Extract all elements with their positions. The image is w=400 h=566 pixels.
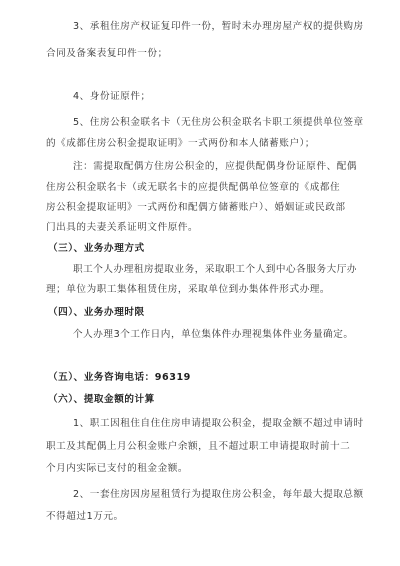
section-heading-6: （六）、提取金额的计算 [48,394,155,405]
text-line: 4、身份证原件； [73,91,151,102]
text-line: 合同及备案表复印件一份； [46,48,168,59]
note-line: 房公积金提取证明》一式两份和配偶方储蓄账户）、婚姻证或民政部 [46,202,346,213]
text-line: 理；单位为职工集体租赁住房，采取单位到办集体件形式办理。 [46,284,331,295]
note-line: 住房公积金联名卡（或无联名卡的应提供配偶单位签章的《成都住 [46,182,341,193]
text-line: 2、一套住房因房屋租赁行为提取住房公积金，每年最大提取总额 [73,489,364,500]
note-line: 注：需提取配偶方住房公积金的，应提供配偶身份证原件、配偶 [73,161,358,172]
text-line: 5、住房公积金联名卡（无住房公积金联名卡职工须提供单位签章 [73,117,364,128]
text-line: 个月内实际已支付的租金金额。 [46,463,189,474]
note-line: 门出具的夫妻关系证明文件原件。 [46,222,199,233]
text-line: 1、职工因租住自住住房申请提取公积金，提取金额不超过申请时 [73,418,364,429]
section-heading-5-phone: （五）、业务咨询电话：96319 [48,372,191,383]
text-line: 3、承租住房产权证复印件一份，暂时未办理房屋产权的提供购房 [73,21,364,32]
section-heading-3: （三）、业务办理方式 [48,243,145,254]
text-line: 职工及其配偶上月公积金账户余额，且不超过职工申请提取时前十二 [46,441,351,452]
text-line: 不得超过1万元。 [46,511,124,522]
section-heading-4: （四）、业务办理时限 [48,307,145,318]
text-line: 职工个人办理租房提取业务，采取职工个人到中心各服务大厅办 [73,264,358,275]
text-line: 个人办理3个工作日内，单位集体件办理视集体件业务量确定。 [73,329,354,340]
text-line: 的《成都住房公积金提取证明》一式两份和本人储蓄账户）； [46,138,316,149]
